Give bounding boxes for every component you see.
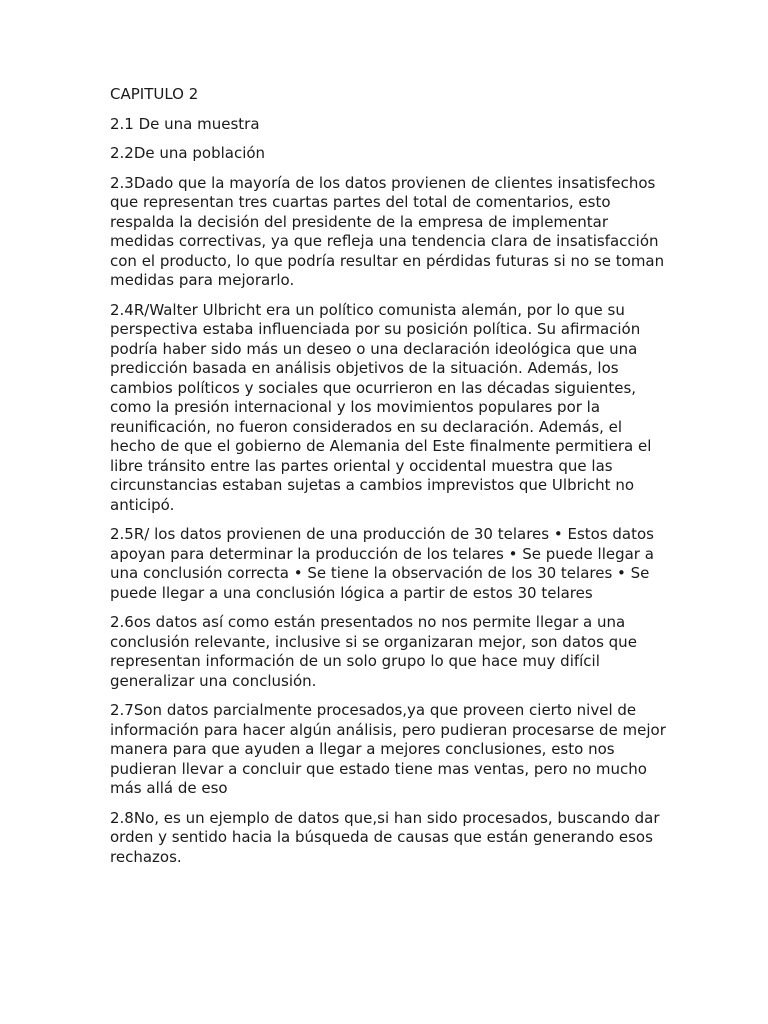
answer-2-8: 2.8No, es un ejemplo de datos que,si han sido procesados, buscando dar orden y sentido hacia la búsqueda de causas que están generando esos rechazos. (110, 808, 660, 866)
chapter-title: CAPITULO 2 (110, 85, 199, 103)
answer-2-5: 2.5R/ los datos provienen de una producción de 30 telares • Estos datos apoyan para determinar la producción de los telares • Se puede llegar a una conclusión correcta • Se tiene la observación de los 30 telares • Se puede llegar a una conclusión lógica a partir de estos 30 telares (110, 525, 654, 602)
answer-2-2: 2.2De una población (110, 144, 266, 162)
answer-2-1: 2.1 De una muestra (110, 114, 260, 133)
answer-2-6: 2.6os datos así como están presentados no nos permite llegar a una conclusión relevante, inclusive si se organizaran mejor, son datos que representan información de un solo grupo lo que hace muy difícil generalizar una conclusión. (110, 613, 637, 690)
answer-2-7: 2.7Son datos parcialmente procesados,ya que proveen cierto nivel de información para hacer algún análisis, pero pudieran procesarse de mejor manera para que ayuden a llegar a mejores conclusiones, esto nos pudieran llevar a concluir que estado tiene mas ventas, pero no mucho más allá de eso (110, 701, 666, 797)
answer-2-4: 2.4R/Walter Ulbricht era un político comunista alemán, por lo que su perspectiva estaba influenciada por su posición política. Su afirmación podría haber sido más un deseo o una declaración ideológica que una predicción basada en análisis objetivos de la situación. Además, los cambios políticos y sociales que ocurrieron en las décadas siguientes, como la presión internacional y los movimientos populares por la reunificación, no fueron considerados en su declaración. Además, el hecho de que el gobierno de Alemania del Este finalmente permitiera el libre tránsito entre las partes oriental y occidental muestra que las circunstancias estaban sujetas a cambios imprevistos que Ulbricht no anticipó. (110, 300, 652, 514)
answer-2-3: 2.3Dado que la mayoría de los datos provienen de clientes insatisfechos que representan tres cuartas partes del total de comentarios, esto respalda la decisión del presidente de la empresa de implementar medidas correctivas, ya que refleja una tendencia clara de insatisfacción con el producto, lo que podría resultar en pérdidas futuras si no se toman medidas para mejorarlo. (110, 173, 665, 289)
